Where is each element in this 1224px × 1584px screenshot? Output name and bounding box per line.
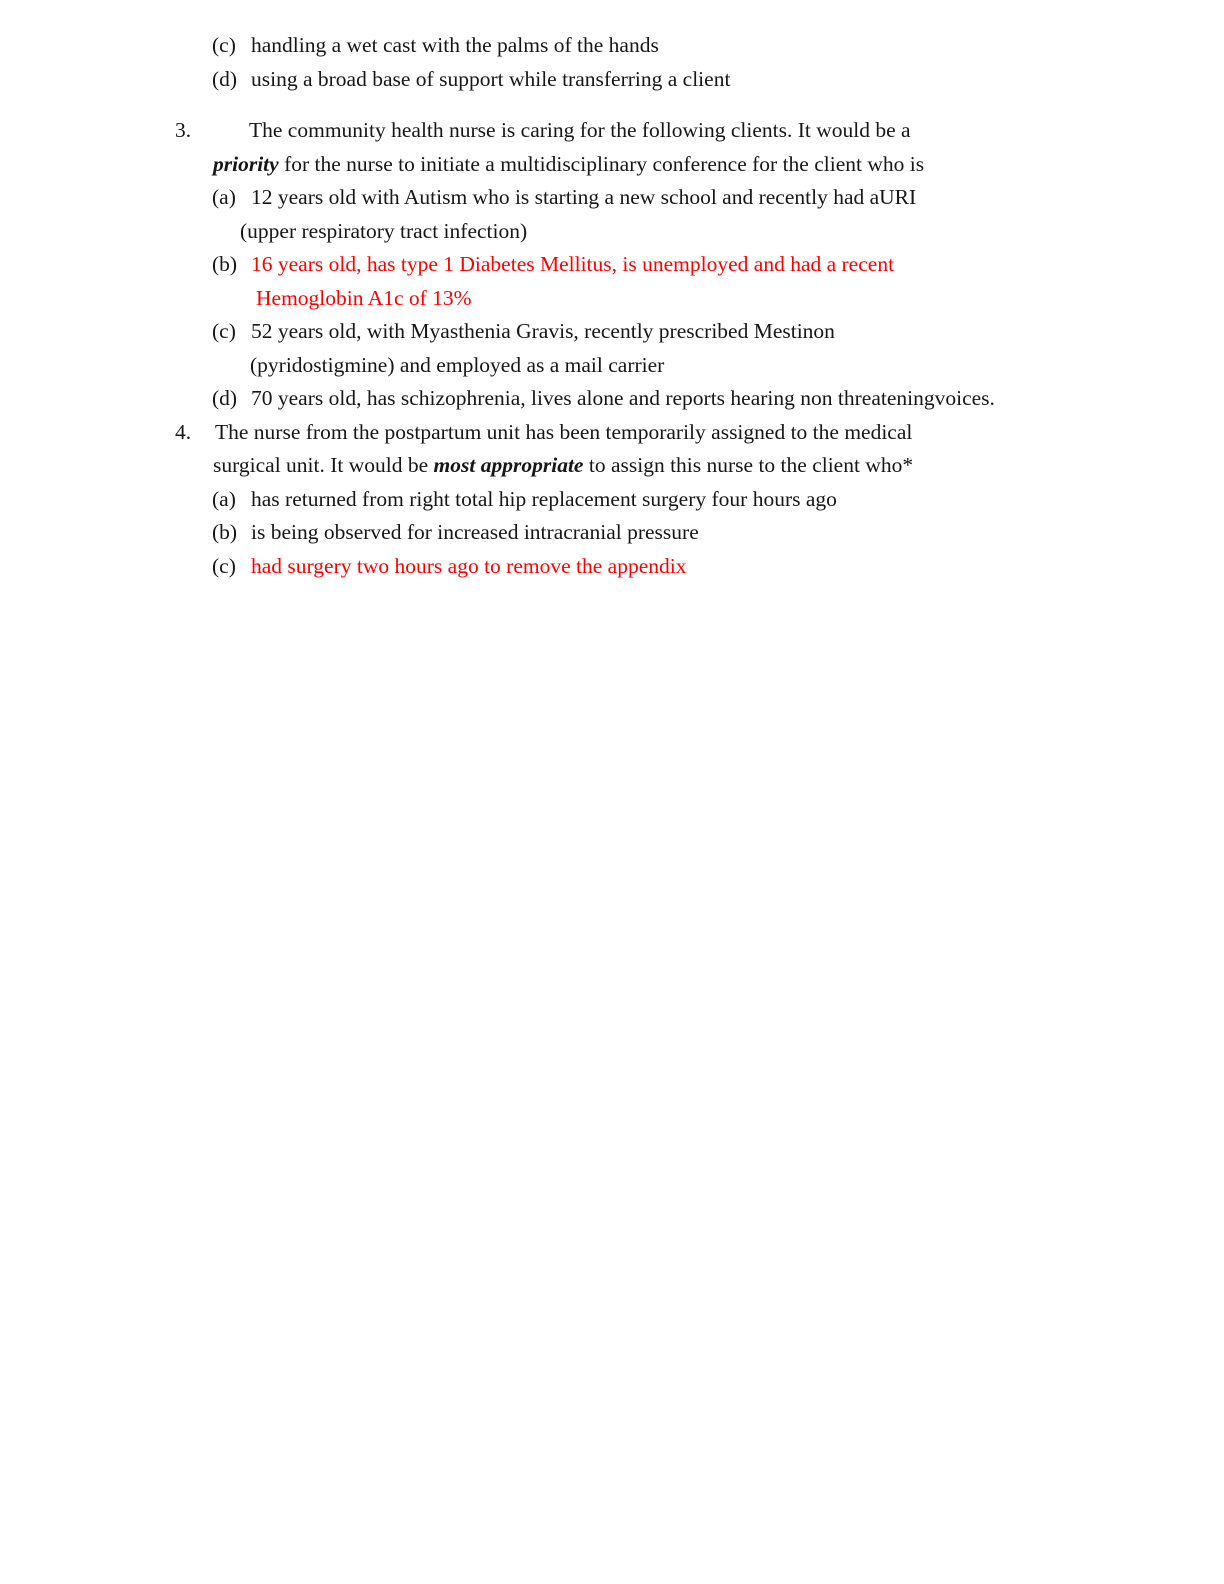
line-text [250,349,664,383]
plain-text: has returned from right total hip replacement surgery four hours ago [251,486,837,511]
plain-text: Hemoglobin A1c of 13% [256,285,472,310]
plain-text: for the nurse to initiate a multidisciplinary conference for the client who is [278,151,925,176]
plain-text: using a broad base of support while transferring a client [251,66,731,91]
option-line [0,181,1224,215]
plain-text: (pyridostigmine) and employed as a mail carrier [250,352,665,377]
plain-text: is being observed for increased intracranial pressure [251,520,699,544]
line-text [251,483,837,517]
continuation-line [0,349,1224,383]
plain-text: (upper respiratory tract infection) [240,218,528,243]
line-text [251,315,835,349]
option-line [0,248,1224,282]
option-marker: (d) [212,66,238,91]
line-text [256,282,472,316]
plain-text: surgical unit. It would be [213,453,434,477]
option-marker: (b) [212,520,238,544]
line-text [240,215,527,249]
document-content [0,29,1224,583]
option-line [0,382,1224,416]
plain-text: had surgery two hours ago to remove the appendix [251,553,687,578]
option-marker: (a) [212,185,236,209]
plain-text: handling a wet cast with the palms of the hands [251,33,659,57]
line-text [249,114,911,148]
plain-text: 52 years old, with Myasthenia Gravis, recently prescribed Mestinon [251,319,835,343]
line-text [215,416,912,450]
option-marker: (d) [212,386,238,410]
continuation-line [0,449,1224,483]
plain-text: 12 years old with Autism who is starting a new school and recently had aURI [251,185,917,209]
line-text [251,550,686,584]
line-text [251,63,730,97]
line-text [251,181,916,215]
line-text [251,29,659,63]
plain-text: 16 years old, has type 1 Diabetes Mellitus, is unemployed and had a recent [251,252,895,276]
line-text [251,382,995,416]
question-line [0,416,1224,450]
question-number: 3. [175,118,192,142]
emphasized-text: priority [213,151,279,176]
option-marker: (c) [212,319,236,343]
continuation-line [0,215,1224,249]
plain-text: The community health nurse is caring for the following clients. It would be a [249,118,911,142]
option-marker: (c) [212,553,236,578]
emphasized-text: most appropriate [433,453,584,477]
plain-text: 70 years old, has schizophrenia, lives alone and reports hearing non threateningvoices. [251,386,995,410]
option-line [0,315,1224,349]
option-line [0,516,1224,550]
continuation-line [0,148,1224,182]
line-text [213,449,913,483]
option-line [0,63,1224,97]
option-line [0,483,1224,517]
plain-text: The nurse from the postpartum unit has been temporarily assigned to the medical [215,419,913,444]
option-marker: (b) [212,252,238,276]
option-marker: (c) [212,33,236,57]
question-number: 4. [175,419,192,444]
line-text [251,516,699,550]
continuation-line [0,282,1224,316]
line-text [213,148,924,182]
option-marker: (a) [212,486,236,511]
line-text [251,248,894,282]
option-line [0,550,1224,584]
option-line [0,29,1224,63]
plain-text: to assign this nurse to the client who* [583,453,914,477]
question-line [0,114,1224,148]
